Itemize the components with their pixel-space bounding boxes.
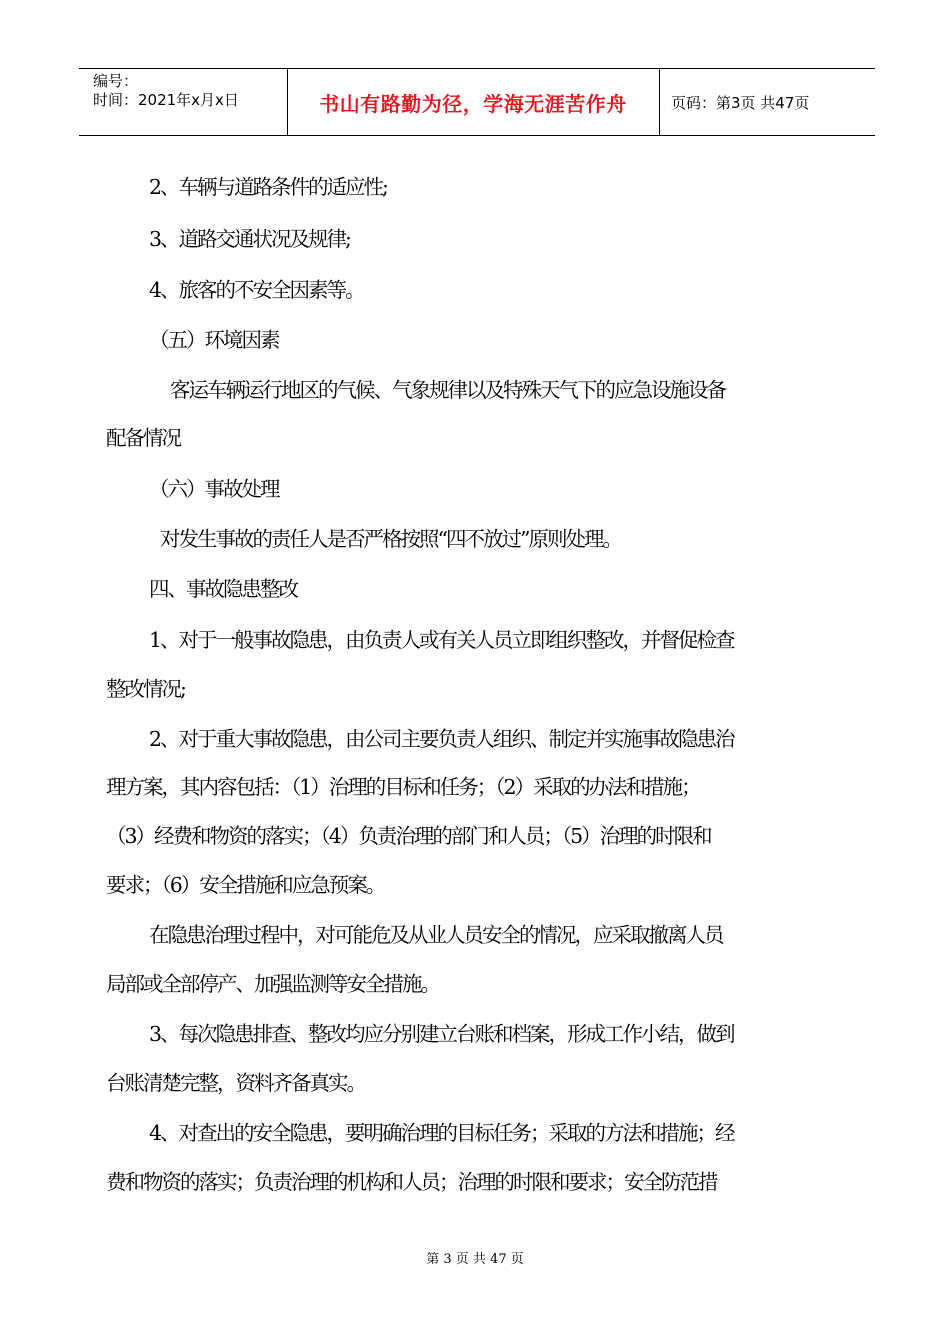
body-line: 局部或全部停产、加强监测等安全措施。 — [106, 972, 439, 996]
body-line: 对发生事故的责任人是否严格按照“四不放过”原则处理。 — [160, 527, 621, 551]
header-meta — [93, 72, 239, 110]
header-divider-right — [659, 68, 660, 136]
body-line: 配备情况 — [106, 426, 180, 450]
document-time: 时间：2021年x月x日 — [93, 91, 239, 109]
body-line: 4、旅客的不安全因素等。 — [149, 278, 364, 302]
body-line: 理方案，其内容包括：（1）治理的目标和任务；（2）采取的办法和措施； — [106, 775, 700, 799]
document-number-label: 编号： — [93, 72, 139, 90]
page-footer: 第 3 页 共 47 页 — [426, 1252, 524, 1267]
header-slogan: 书山有路勤为径，学海无涯苦作舟 — [319, 91, 627, 116]
body-line: 4、对查出的安全隐患，要明确治理的目标任务；采取的方法和措施；经 — [149, 1121, 734, 1145]
body-line: 台账清楚完整，资料齐备真实。 — [106, 1071, 365, 1095]
body-line: （3）经费和物资的落实；（4）负责治理的部门和人员；（5）治理的时限和 — [106, 824, 711, 848]
section-heading: （五）环境因素 — [149, 328, 279, 352]
body-line: 客运车辆运行地区的气候、气象规律以及特殊天气下的应急设施设备 — [170, 378, 725, 402]
section-heading: 四、事故隐患整改 — [149, 577, 297, 601]
body-line: 2、对于重大事故隐患，由公司主要负责人组织、制定并实施事故隐患治 — [149, 727, 734, 751]
body-line: 费和物资的落实；负责治理的机构和人员；治理的时限和要求；安全防范措 — [106, 1170, 717, 1194]
body-line: 2、车辆与道路条件的适应性; — [149, 175, 387, 199]
section-heading: （六）事故处理 — [149, 477, 279, 501]
page-header — [79, 68, 875, 136]
body-line: 整改情况; — [106, 677, 185, 701]
body-line: 1、对于一般事故隐患，由负责人或有关人员立即组织整改，并督促检查 — [149, 628, 734, 652]
header-slogan-cell — [287, 68, 659, 136]
body-line: 3、每次隐患排查、整改均应分别建立台账和档案，形成工作小结，做到 — [149, 1022, 734, 1046]
body-line: 在隐患治理过程中，对可能危及从业人员安全的情况，应采取撤离人员 — [149, 923, 723, 947]
header-page-info: 页码：第3页 共47页 — [671, 93, 810, 112]
body-line: 3、道路交通状况及规律; — [149, 227, 350, 251]
body-line: 要求；（6）安全措施和应急预案。 — [106, 873, 385, 897]
